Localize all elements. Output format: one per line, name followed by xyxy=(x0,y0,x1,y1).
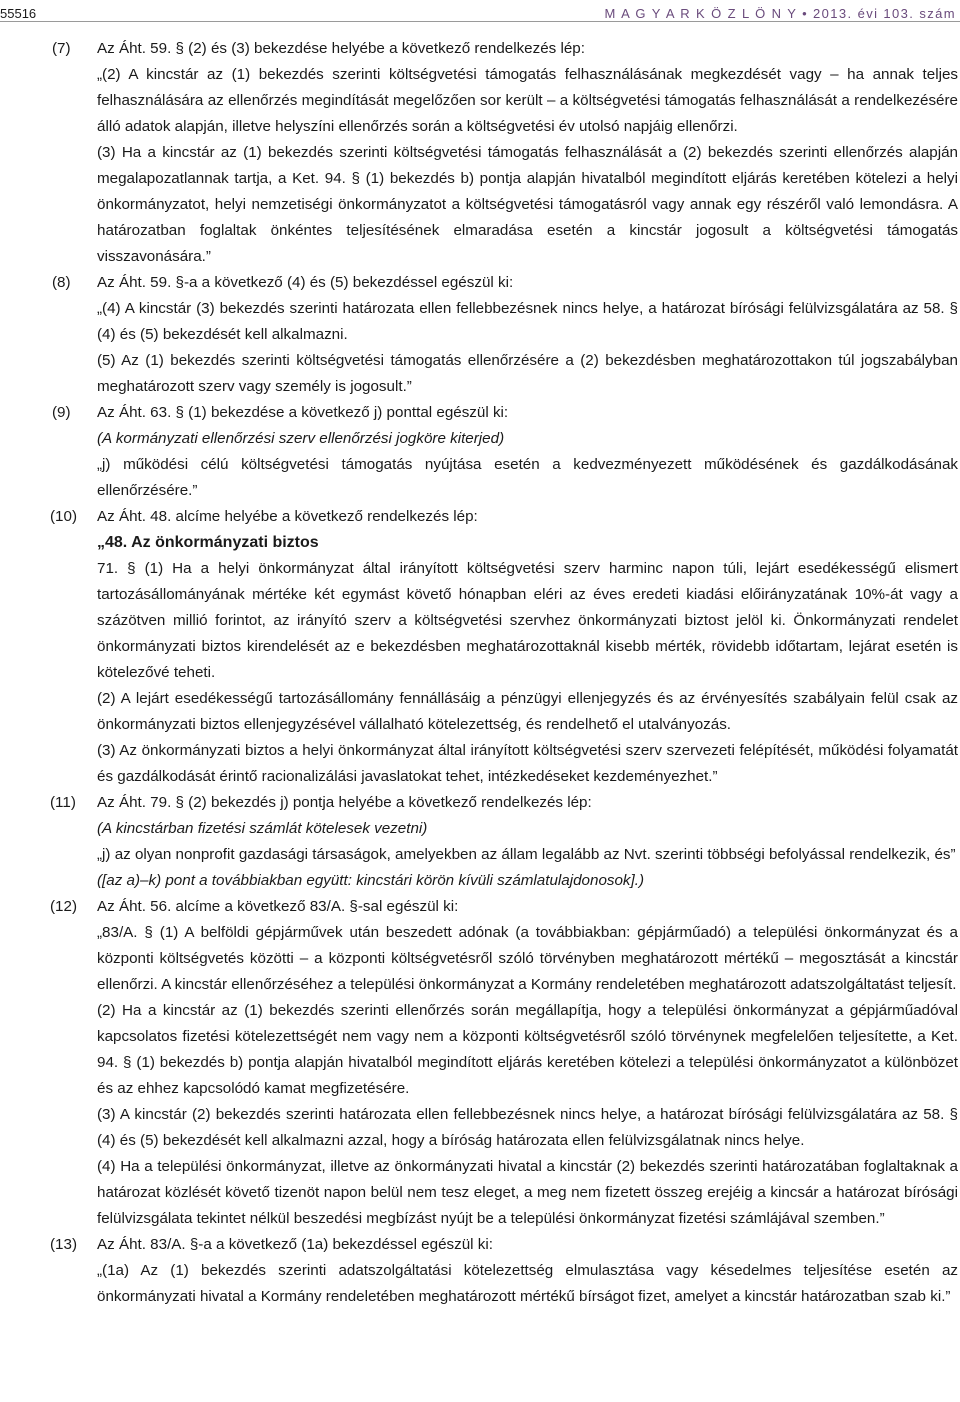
document-body xyxy=(0,36,960,1310)
paragraph: „(4) A kincstár (3) bekezdés szerinti határozata ellen fellebbezésnek nincs helye, a határozat bírósági felülvizsgálatára az 58. § (4) és (5) bekezdését kell alkalmazni. xyxy=(97,300,958,343)
item-intro: Az Áht. 48. alcíme helyébe a következő rendelkezés lép: xyxy=(97,508,478,525)
paragraph: (2) Ha a kincstár az (1) bekezdés szerinti ellenőrzés során megállapítja, hogy a települési önkormányzat a gépjárműadóval kapcsolatos fizetési kötelezettségét nem vagy nem a központi költségvetésről szóló törvénynek megfelelően teljesítette, a Ket. 94. § (1) bekezdés b) pontja alapján hivatalból megindított eljárás keretében kötelezi a települési önkormányzatot a különbözet és az ehhez kapcsolódó kamat megfizetésére. xyxy=(97,1002,958,1097)
item-7 xyxy=(0,36,960,270)
item-number: (8) xyxy=(52,274,71,291)
paragraph: 71. § (1) Ha a helyi önkormányzat által irányított költségvetési szerv harminc napon túli, lejárt esedékességű elismert tartozásállományának mértéke két egymást követő hónapban eléri az éves eredeti kiadási előirányzatának 10%-át vagy a százötven millió forintot, az irányító szerv a költségvetési szervhez önkormányzati biztost jelöl ki. Önkormányzati rendelet önkormányzati biztos kirendelését az e bekezdésben meghatározottaknál kisebb mérték, rövidebb időtartam, lejárat esetén is kötelezővé teheti. xyxy=(97,560,958,681)
item-number: (11) xyxy=(50,794,76,811)
paragraph: „(1a) Az (1) bekezdés szerinti adatszolgáltatási kötelezettség elmulasztása vagy késedelmes teljesítése esetén az önkormányzati hivatal a Kormány rendeletében meghatározott mértékű bírságot fizet, amelyet a kincstár határozatban szab ki.” xyxy=(97,1262,958,1305)
page-number: 55516 xyxy=(0,6,37,21)
paragraph: (3) Az önkormányzati biztos a helyi önkormányzat által irányított költségvetési szerv szervezeti felépítését, működési folyamatát és gazdálkodását érintő racionalizálási javaslatokat tehet, intézkedéseket kezdeményezhet.” xyxy=(97,742,958,785)
paragraph: (2) A lejárt esedékességű tartozásállomány fennállásáig a pénzügyi ellenjegyzés és az érvényesítés szabályain felül csak az önkormányzati biztos ellenjegyzésével vállalható kötelezettség, és rendelhető el utalványozás. xyxy=(97,690,958,733)
item-9 xyxy=(0,400,960,504)
item-13 xyxy=(0,1232,960,1310)
item-intro: Az Áht. 56. alcíme a következő 83/A. §-sal egészül ki: xyxy=(97,898,459,915)
paragraph: (4) Ha a települési önkormányzat, illetve az önkormányzati hivatal a kincstár (2) bekezdés szerinti határozatában foglaltaknak a határozat közlését követő tizenöt napon belül nem tesz eleget, a meg nem fizetett összeg erejéig a kincsár a határozat bírósági felülvizsgálata tekintet nélkül beszedési megbízást nyújt be a települési önkormányzat fizetési számlájával szemben.” xyxy=(97,1158,958,1227)
journal-title: M A G Y A R K Ö Z L Ö N Y • 2013. évi 103. szám xyxy=(604,6,956,21)
section-heading: (A kincstárban fizetési számlát kötelesek vezetni) xyxy=(97,820,428,837)
section-heading: (A kormányzati ellenőrzési szerv ellenőrzési jogköre kiterjed) xyxy=(97,430,505,447)
item-intro: Az Áht. 59. §-a a következő (4) és (5) bekezdéssel egészül ki: xyxy=(97,274,514,291)
item-intro: Az Áht. 79. § (2) bekezdés j) pontja helyébe a következő rendelkezés lép: xyxy=(97,794,592,811)
item-number: (12) xyxy=(50,898,78,915)
paragraph: „(2) A kincstár az (1) bekezdés szerinti költségvetési támogatás felhasználásának megkezdését vagy – ha annak teljes felhasználására az ellenőrzés megindítását megelőzően sor került – a költségvetési támogatás felhasználását a rendelkezésére álló adatok alapján, illetve helyszíni ellenőrzés során a költségvetési év utolsó napjáig ellenőrzi. xyxy=(97,66,958,135)
item-intro: Az Áht. 83/A. §-a a következő (1a) bekezdéssel egészül ki: xyxy=(97,1236,493,1253)
item-number: (13) xyxy=(50,1236,78,1253)
paragraph: (3) Ha a kincstár az (1) bekezdés szerinti költségvetési támogatás felhasználását a (2) bekezdés szerinti ellenőrzés alapján megalapozatlannak tartja, a Ket. 94. § (1) bekezdés b) pontja alapján hivatalból megindított eljárás keretében kötelezi a helyi önkormányzatot, helyi nemzetiségi önkormányzatot a költségvetési támogatásról vagy annak egy részéről való lemondásra. A határozatban foglaltak önkéntes teljesítésének elmaradása esetén a kincstár jogosult a költségvetési támogatás visszavonására.” xyxy=(97,144,958,265)
item-intro: Az Áht. 63. § (1) bekezdése a következő j) ponttal egészül ki: xyxy=(97,404,509,421)
page-header xyxy=(0,0,960,22)
closing-note: ([az a)–k) pont a továbbiakban együtt: kincstári körön kívüli számlatulajdonosok].) xyxy=(97,872,645,889)
item-10 xyxy=(0,504,960,790)
item-11 xyxy=(0,790,960,894)
paragraph: (3) A kincstár (2) bekezdés szerinti határozata ellen fellebbezésnek nincs helye, a határozat bírósági felülvizsgálatára az 58. § (4) és (5) bekezdését kell alkalmazni azzal, hogy a bíróság határozata ellen felülvizsgálatnak nincs helye. xyxy=(97,1106,958,1149)
header-divider xyxy=(0,21,960,22)
item-number: (9) xyxy=(52,404,71,421)
paragraph: „j) működési célú költségvetési támogatás nyújtása esetén a kedvezményezett működésének és gazdálkodásának ellenőrzésére.” xyxy=(97,456,958,499)
item-12 xyxy=(0,894,960,1232)
paragraph: „83/A. § (1) A belföldi gépjárművek után beszedett adónak (a továbbiakban: gépjárműadó) a települési önkormányzat és a központi költségvetés közötti – a központi költségvetésről szóló törvényben meghatározott mértékű – megosztását a kincstár ellenőrzi. A kincstár ellenőrzéséhez a települési önkormányzat a Kormány rendeletében meghatározott adatszolgáltatást teljesít. xyxy=(97,924,958,993)
paragraph: (5) Az (1) bekezdés szerinti költségvetési támogatás ellenőrzésére a (2) bekezdésben meghatározottakon túl jogszabályban meghatározott szerv vagy személy is jogosult.” xyxy=(97,352,958,395)
paragraph: „j) az olyan nonprofit gazdasági társaságok, amelyekben az állam legalább az Nvt. szerinti többségi befolyással rendelkezik, és” xyxy=(97,846,956,863)
item-intro: Az Áht. 59. § (2) és (3) bekezdése helyébe a következő rendelkezés lép: xyxy=(97,40,585,57)
item-number: (7) xyxy=(52,40,71,57)
subsection-title: „48. Az önkormányzati biztos xyxy=(97,534,319,551)
item-number: (10) xyxy=(50,508,78,525)
item-8 xyxy=(0,270,960,400)
